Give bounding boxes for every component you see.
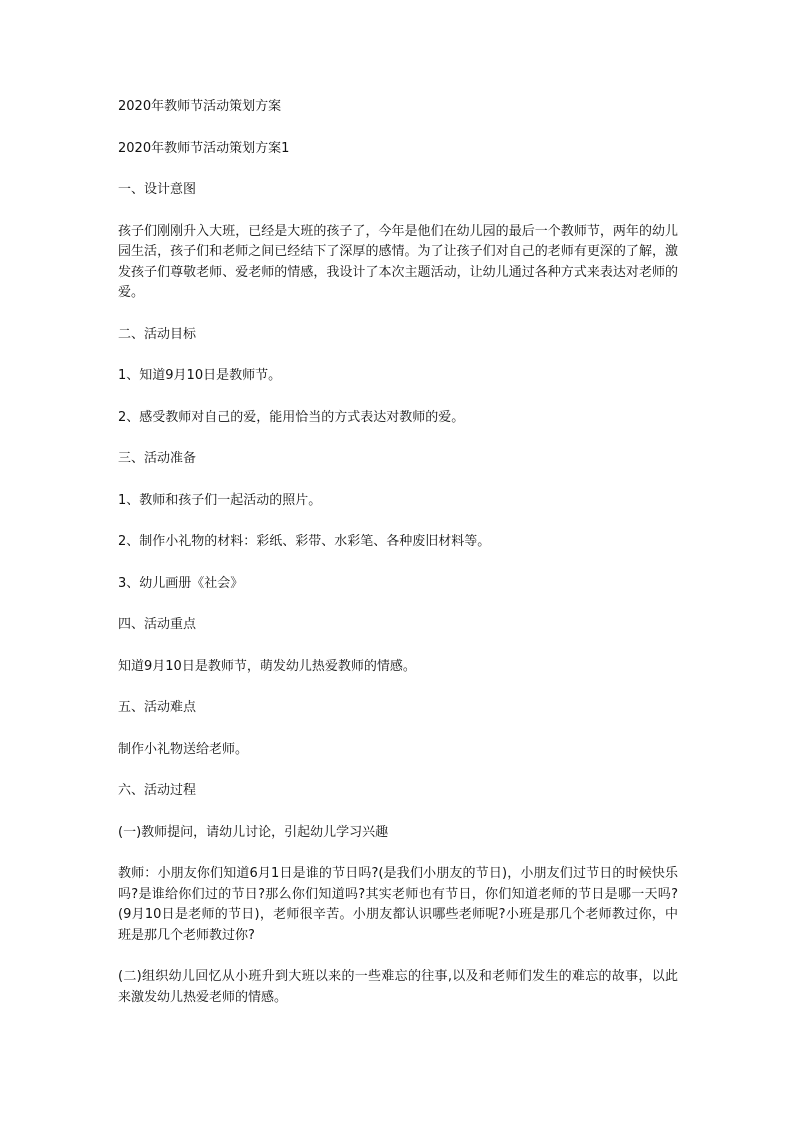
section-title: 2020年教师节活动策划方案1 [118, 140, 290, 156]
document-page [118, 97, 678, 1029]
preparation-item-2: 2、制作小礼物的材料：彩纸、彩带、水彩笔、各种废旧材料等。 [118, 534, 491, 549]
heading-activity-process: 六、活动过程 [118, 783, 197, 798]
paragraph-design-intent: 孩子们刚刚升入大班，已经是大班的孩子了，今年是他们在幼儿园的最后一个教师节，两年的幼儿园生活，孩子们和老师之间已经结下了深厚的感情。为了让孩子们对自己的老师有更深的了解，激发孩子们尊敬老师、爱老师的情感，我设计了本次主题活动，让幼儿通过各种方式来表达对老师的爱。 [118, 223, 678, 300]
heading-activity-focus: 四、活动重点 [118, 617, 197, 632]
heading-activity-goals: 二、活动目标 [118, 326, 197, 342]
preparation-item-1: 1、教师和孩子们一起活动的照片。 [118, 492, 322, 508]
heading-design-intent: 一、设计意图 [118, 182, 197, 197]
paragraph-teacher-dialogue: 教师：小朋友你们知道6月1日是谁的节日吗?(是我们小朋友的节日)，小朋友们过节日的时候快乐吗?是谁给你们过的节日?那么你们知道吗?其实老师也有节日，你们知道老师的节日是哪一天吗?(9月10日是老师的节日)，老师很辛苦。小朋友都认识哪些老师呢?小班是那几个老师教过你，中班是那几个老师教过你? [118, 866, 678, 943]
process-step-2: (二)组织幼儿回忆从小班升到大班以来的一些难忘的往事,以及和老师们发生的难忘的故事，以此来激发幼儿热爱老师的情感。 [118, 969, 678, 1005]
heading-activity-difficulty: 五、活动难点 [118, 700, 197, 715]
paragraph-activity-focus: 知道9月10日是教师节，萌发幼儿热爱教师的情感。 [118, 658, 416, 674]
document-title: 2020年教师节活动策划方案 [118, 99, 282, 114]
preparation-item-3: 3、幼儿画册《社会》 [118, 575, 244, 591]
heading-activity-preparation: 三、活动准备 [118, 451, 197, 466]
paragraph-activity-difficulty: 制作小礼物送给老师。 [118, 741, 249, 757]
goal-item-2: 2、感受教师对自己的爱，能用恰当的方式表达对教师的爱。 [118, 409, 465, 425]
goal-item-1: 1、知道9月10日是教师节。 [118, 368, 282, 383]
process-step-1: (一)教师提问，请幼儿讨论，引起幼儿学习兴趣 [118, 824, 389, 840]
